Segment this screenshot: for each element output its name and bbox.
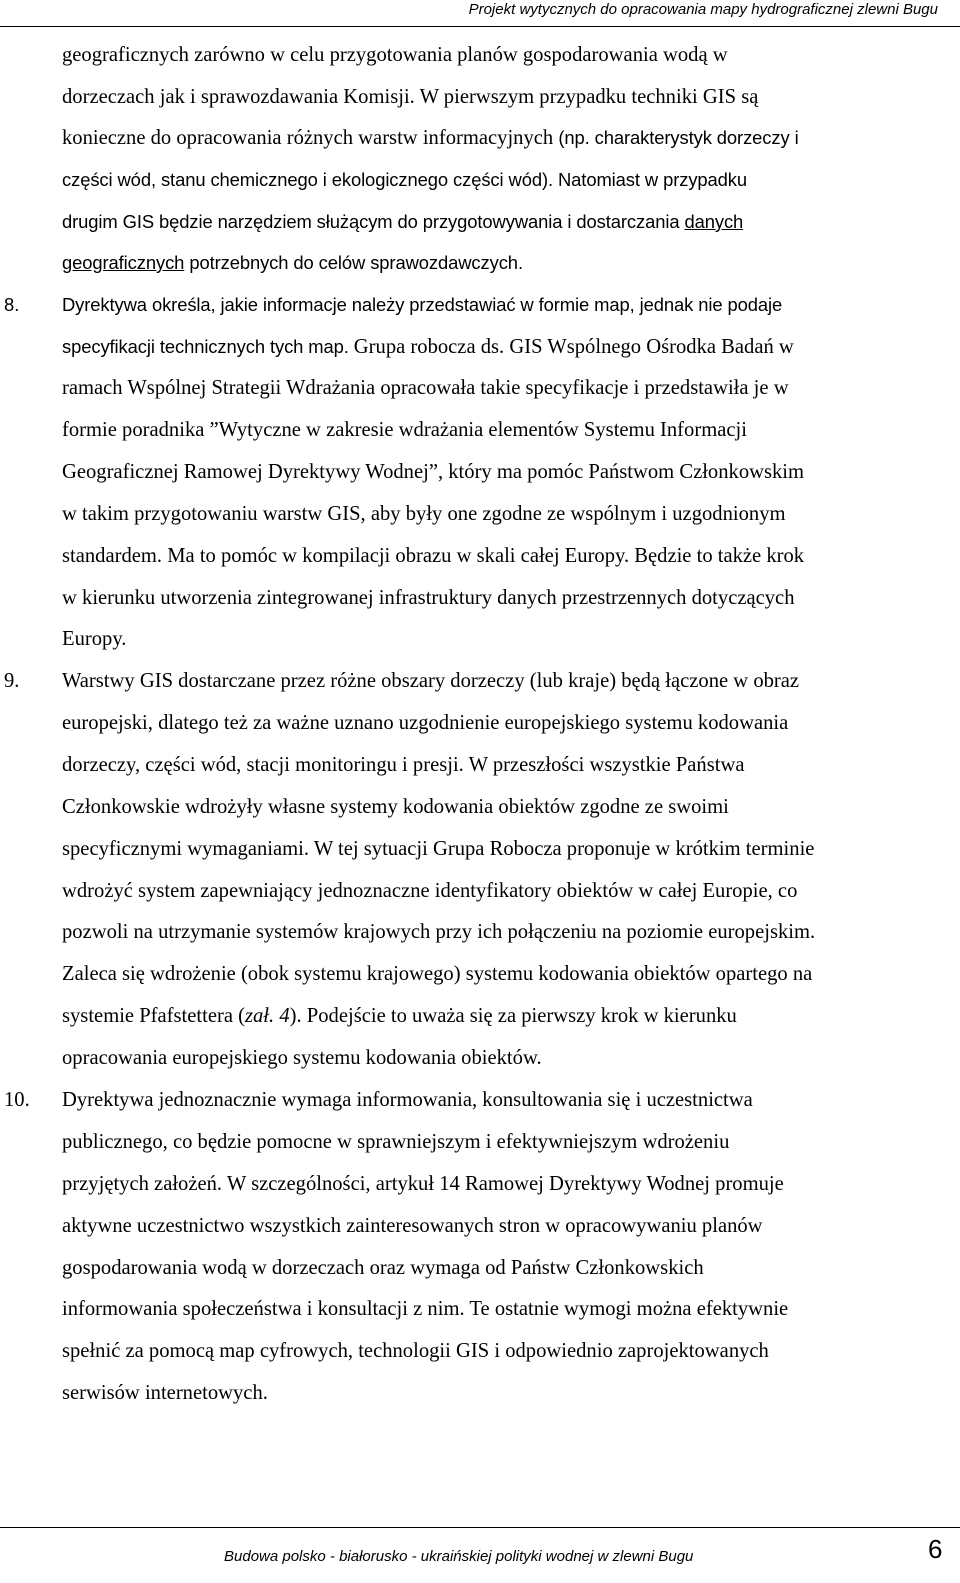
text-line: w takim przygotowaniu warstw GIS, aby były one zgodne ze wspólnym i uzgodnionym — [62, 503, 786, 525]
text-line — [62, 1002, 737, 1030]
text-line: Europy. — [62, 628, 127, 650]
data-link[interactable]: geograficznych — [62, 252, 185, 273]
list-number: 8. — [4, 294, 20, 315]
data-link[interactable]: danych — [684, 211, 744, 232]
text-line: Dyrektywa określa, jakie informacje należy przedstawiać w formie map, jednak nie podaje — [62, 294, 783, 315]
text-span: (np. charakterystyk dorzeczy i — [558, 127, 799, 148]
footer-divider — [0, 1527, 960, 1528]
text-line: Geograficznej Ramowej Dyrektywy Wodnej”, który ma pomóc Państwom Członkowskim — [62, 461, 805, 483]
text-line: dorzeczach jak i sprawozdawania Komisji. W pierwszym przypadku techniki GIS są — [62, 86, 759, 108]
text-line: formie poradnika ”Wytyczne w zakresie wdrażania elementów Systemu Informacji — [62, 419, 747, 441]
text-line: ramach Wspólnej Strategii Wdrażania opracowała takie specyfikacje i przedstawiła je w — [62, 377, 789, 399]
text-line: standardem. Ma to pomóc w kompilacji obrazu w skali całej Europy. Będzie to także krok — [62, 545, 805, 567]
text-line: europejski, dlatego też za ważne uznano uzgodnienie europejskiego systemu kodowania — [62, 712, 789, 734]
text-line: gospodarowania wodą w dorzeczach oraz wymaga od Państw Członkowskich — [62, 1257, 704, 1279]
text-line: publicznego, co będzie pomocne w sprawniejszym i efektywniejszym wdrożeniu — [62, 1131, 730, 1153]
text-line: w kierunku utworzenia zintegrowanej infrastruktury danych przestrzennych dotyczących — [62, 587, 795, 609]
text-line — [62, 124, 799, 152]
text-line: specyficznymi wymaganiami. W tej sytuacji Grupa Robocza proponuje w krótkim terminie — [62, 838, 815, 860]
text-line: przyjętych założeń. W szczególności, artykuł 14 Ramowej Dyrektywy Wodnej promuje — [62, 1173, 784, 1195]
text-line — [62, 333, 794, 361]
header-title: Projekt wytycznych do opracowania mapy hydrograficznej zlewni Bugu — [468, 1, 938, 18]
text-span: ). Podejście to uważa się za pierwszy krok w kierunku — [289, 1005, 737, 1027]
text-span: drugim GIS będzie narzędziem służącym do przygotowywania i dostarczania — [62, 211, 685, 232]
text-line: pozwoli na utrzymanie systemów krajowych przy ich połączeniu na poziomie europejskim. — [62, 921, 816, 943]
text-span: konieczne do opracowania różnych warstw informacyjnych — [62, 127, 559, 149]
text-line: spełnić za pomocą map cyfrowych, technologii GIS i odpowiednio zaprojektowanych — [62, 1340, 769, 1362]
list-number: 9. — [4, 670, 20, 692]
annex-reference: zał. 4 — [245, 1005, 290, 1027]
page-header — [0, 0, 960, 27]
text-line: Dyrektywa jednoznacznie wymaga informowania, konsultowania się i uczestnictwa — [62, 1089, 753, 1111]
text-span: Grupa robocza ds. GIS Wspólnego Ośrodka Badań w — [353, 336, 794, 358]
text-line: geograficznych zarówno w celu przygotowania planów gospodarowania wodą w — [62, 44, 728, 66]
text-span: systemie Pfafstettera ( — [62, 1005, 245, 1027]
text-span: potrzebnych do celów sprawozdawczych. — [184, 252, 523, 273]
text-line: wdrożyć system zapewniający jednoznaczne identyfikatory obiektów w całej Europie, co — [62, 880, 798, 902]
page-number: 6 — [928, 1534, 943, 1564]
text-span: specyfikacji technicznych tych map. — [62, 336, 354, 357]
text-line: informowania społeczeństwa i konsultacji z nim. Te ostatnie wymogi można efektywnie — [62, 1298, 789, 1320]
text-line: Członkowskie wdrożyły własne systemy kodowania obiektów zgodne ze swoimi — [62, 796, 729, 818]
text-line: dorzeczy, części wód, stacji monitoringu i presji. W przeszłości wszystkie Państwa — [62, 754, 745, 776]
text-line: serwisów internetowych. — [62, 1382, 268, 1404]
footer-title: Budowa polsko - białorusko - ukraińskiej polityki wodnej w zlewni Bugu — [224, 1548, 694, 1565]
text-line: opracowania europejskiego systemu kodowania obiektów. — [62, 1047, 542, 1069]
list-number: 10. — [4, 1089, 30, 1111]
text-line: części wód, stanu chemicznego i ekologicznego części wód). Natomiast w przypadku — [62, 169, 748, 190]
text-line: aktywne uczestnictwo wszystkich zainteresowanych stron w opracowywaniu planów — [62, 1215, 763, 1237]
text-line: Zaleca się wdrożenie (obok systemu krajowego) systemu kodowania obiektów opartego na — [62, 963, 813, 985]
text-line — [62, 249, 523, 277]
text-line: Warstwy GIS dostarczane przez różne obszary dorzeczy (lub kraje) będą łączone w obraz — [62, 670, 800, 692]
text-line — [62, 208, 743, 236]
